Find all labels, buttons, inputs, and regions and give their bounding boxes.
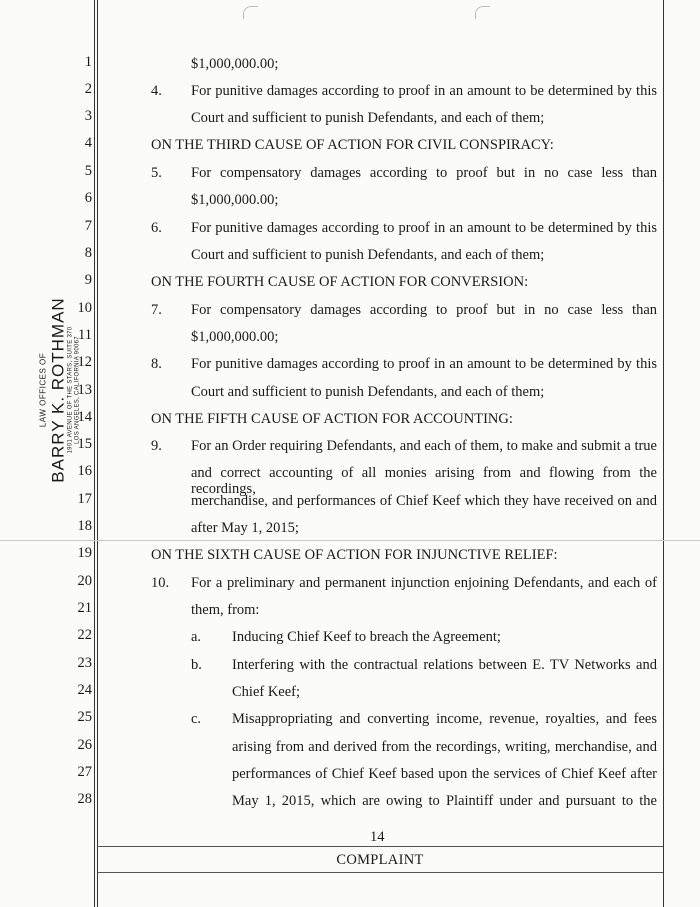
text-line: them, from:	[191, 602, 260, 618]
line-number: 3	[84, 108, 92, 124]
text-line: merchandise, and performances of Chief Keef which they have received on and	[191, 493, 657, 509]
margin-rule-right	[663, 0, 664, 907]
text-line: For punitive damages according to proof in an amount to be determined by this	[191, 220, 657, 236]
section-heading: ON THE THIRD CAUSE OF ACTION FOR CIVIL CONSPIRACY:	[151, 137, 554, 153]
line-number: 27	[77, 764, 92, 780]
text-line: Chief Keef;	[232, 684, 301, 700]
section-heading: ON THE FOURTH CAUSE OF ACTION FOR CONVERSION:	[151, 274, 529, 290]
line-number: 20	[77, 573, 92, 589]
line-number: 6	[84, 190, 92, 206]
text-line: $1,000,000.00;	[191, 192, 279, 208]
line-number: 18	[77, 518, 92, 534]
text-line: Court and sufficient to punish Defendants, and each of them;	[191, 384, 545, 400]
law-offices-label: LAW OFFICES OF	[38, 352, 48, 428]
paragraph-number: 8.	[151, 356, 162, 372]
line-number: 25	[77, 709, 92, 725]
line-number: 8	[84, 245, 92, 261]
line-number: 5	[84, 163, 92, 179]
paragraph-number: 10.	[151, 575, 170, 591]
margin-rule-left-inner	[97, 0, 98, 907]
text-line: For punitive damages according to proof in an amount to be determined by this	[191, 356, 657, 372]
page-number: 14	[370, 829, 385, 845]
text-line: For compensatory damages according to proof but in no case less than	[191, 165, 657, 181]
line-number: 26	[77, 737, 92, 753]
line-number: 7	[84, 218, 92, 234]
line-number: 17	[77, 491, 92, 507]
text-line: For punitive damages according to proof in an amount to be determined by this	[191, 83, 657, 99]
scan-line	[0, 540, 700, 541]
footer-rule-top	[97, 846, 663, 847]
text-line: For an Order requiring Defendants, and each of them, to make and submit a true	[191, 438, 657, 454]
paragraph-number: 6.	[151, 220, 162, 236]
text-line: Inducing Chief Keef to breach the Agreement;	[232, 629, 501, 645]
line-number: 23	[77, 655, 92, 671]
line-number: 13	[77, 382, 92, 398]
paragraph-number: 5.	[151, 165, 162, 181]
line-number: 1	[84, 54, 92, 70]
section-heading: ON THE FIFTH CAUSE OF ACTION FOR ACCOUNTING:	[151, 411, 513, 427]
margin-rule-left-outer	[94, 0, 95, 907]
line-number: 11	[78, 327, 92, 343]
line-number: 28	[77, 791, 92, 807]
text-line: after May 1, 2015;	[191, 520, 299, 536]
text-line: Court and sufficient to punish Defendants, and each of them;	[191, 247, 545, 263]
footer-rule-bottom	[97, 872, 663, 873]
line-number: 4	[84, 135, 92, 151]
line-number: 9	[84, 272, 92, 288]
line-number: 19	[77, 545, 92, 561]
paragraph-number: 9.	[151, 438, 162, 454]
line-number: 24	[77, 682, 92, 698]
line-number: 15	[77, 436, 92, 452]
document-title-footer: COMPLAINT	[336, 852, 424, 868]
office-address-city: LOS ANGELES, CALIFORNIA 90067	[74, 336, 81, 444]
law-office-text	[39, 297, 82, 482]
text-line: and correct accounting of all monies arising from and flowing from the recordings,	[191, 465, 657, 497]
line-number: 16	[77, 463, 92, 479]
section-heading: ON THE SIXTH CAUSE OF ACTION FOR INJUNCTIVE RELIEF:	[151, 547, 558, 563]
punch-mark	[475, 6, 490, 19]
text-line: Court and sufficient to punish Defendants, and each of them;	[191, 110, 545, 126]
line-number: 2	[84, 81, 92, 97]
text-line: Interfering with the contractual relations between E. TV Networks and	[232, 657, 657, 673]
subparagraph-letter: a.	[191, 629, 202, 645]
text-line: $1,000,000.00;	[191, 329, 279, 345]
line-number: 10	[77, 300, 92, 316]
subparagraph-letter: c.	[191, 711, 202, 727]
text-line: May 1, 2015, which are owing to Plaintiff under and pursuant to the	[232, 793, 657, 809]
text-line: performances of Chief Keef based upon the services of Chief Keef after	[232, 766, 657, 782]
attorney-name: BARRY K. ROTHMAN	[48, 297, 68, 483]
line-number: 14	[77, 409, 92, 425]
line-number: 22	[77, 627, 92, 643]
text-line: arising from and derived from the recordings, writing, merchandise, and	[232, 739, 657, 755]
line-number: 21	[77, 600, 92, 616]
text-line: Misappropriating and converting income, revenue, royalties, and fees	[232, 711, 657, 727]
paragraph-number: 7.	[151, 302, 162, 318]
office-address-street: 1901 AVENUE OF THE STARS, SUITE 370	[67, 326, 74, 454]
text-line: For a preliminary and permanent injunction enjoining Defendants, and each of	[191, 575, 657, 591]
subparagraph-letter: b.	[191, 657, 202, 673]
line-number: 12	[77, 354, 92, 370]
text-line: $1,000,000.00;	[191, 56, 279, 72]
text-line: For compensatory damages according to proof but in no case less than	[191, 302, 657, 318]
paragraph-number: 4.	[151, 83, 162, 99]
law-office-sidebar	[30, 270, 90, 510]
punch-mark	[243, 6, 258, 19]
